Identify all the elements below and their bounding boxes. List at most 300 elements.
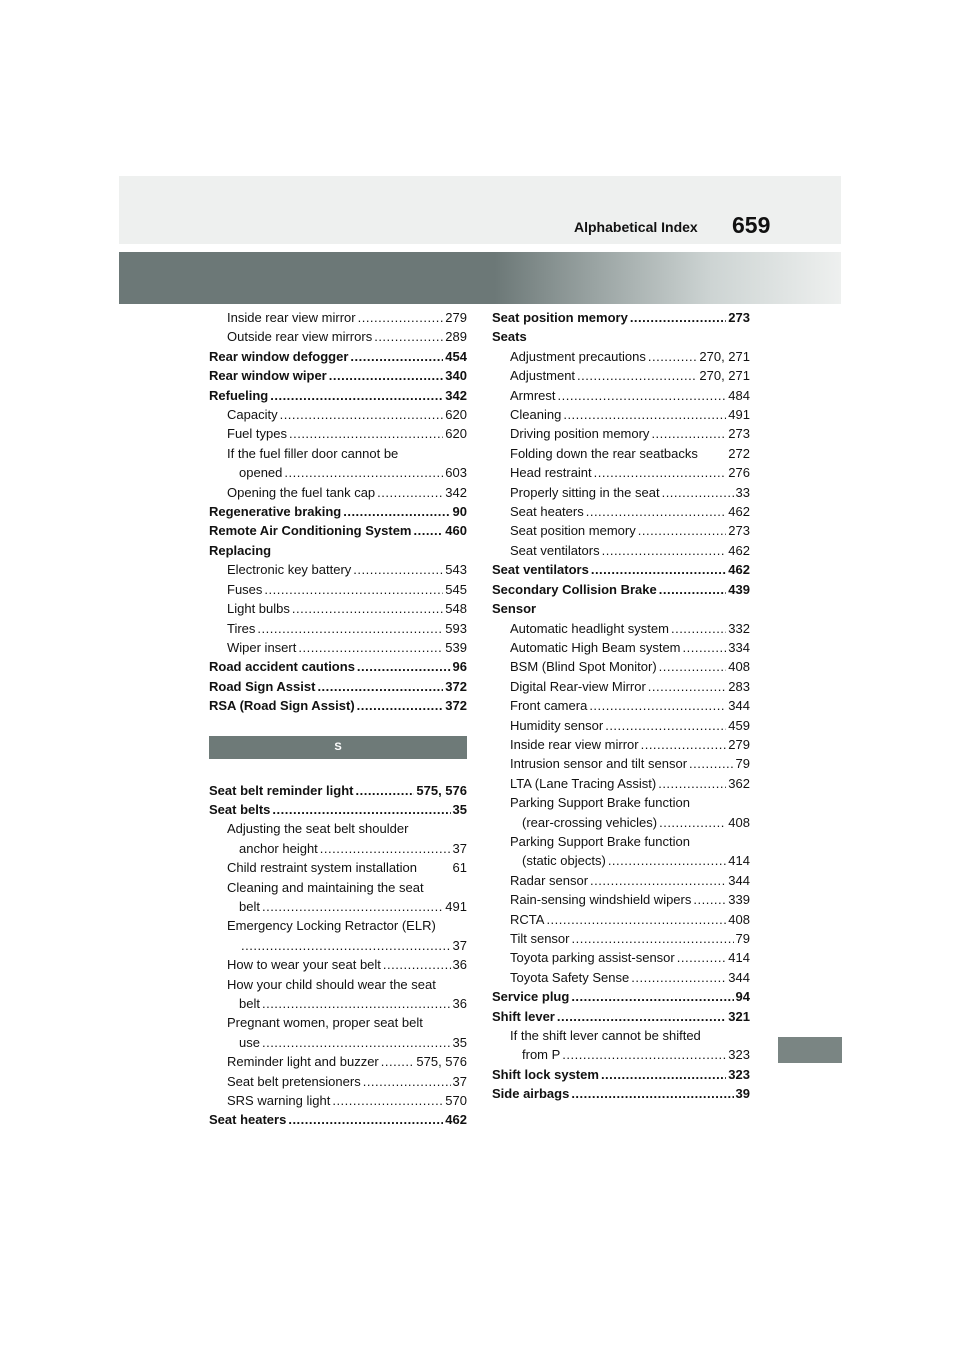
index-entry-page: 273 — [728, 426, 750, 442]
index-entry — [209, 541, 467, 560]
index-entry-page: 462 — [445, 1112, 467, 1128]
dot-leader — [662, 483, 734, 502]
index-entry-term: Service plug — [492, 989, 570, 1005]
index-entry-term: Adjustment — [510, 368, 576, 384]
index-entry — [492, 619, 750, 638]
index-entry-page: 39 — [735, 1086, 750, 1102]
dot-leader — [648, 677, 727, 696]
index-entry — [209, 696, 467, 715]
index-entry-page: 279 — [445, 310, 467, 325]
index-entry — [492, 851, 750, 870]
index-entry — [209, 1110, 467, 1129]
index-entry — [209, 619, 467, 638]
index-entry-term: anchor height — [239, 840, 318, 856]
index-entry — [209, 347, 467, 366]
index-entry — [209, 405, 467, 424]
index-entry-page: 272 — [728, 445, 750, 461]
index-column-left — [209, 308, 467, 1130]
index-entry-page: 484 — [728, 387, 750, 403]
dot-leader — [332, 1091, 443, 1110]
index-entry — [492, 580, 750, 599]
dot-leader — [689, 754, 733, 773]
letter-header-s: S — [209, 736, 467, 759]
index-entry-term: Road Sign Assist — [209, 678, 316, 694]
index-entry-term: Seat ventilators — [510, 542, 600, 558]
dot-leader — [350, 347, 443, 366]
index-entry-page: 491 — [445, 898, 467, 914]
index-entry-term: Seat belts — [209, 801, 271, 817]
index-entry — [492, 754, 750, 773]
dot-leader — [343, 502, 450, 521]
dot-leader — [648, 347, 698, 366]
index-entry-page: 33 — [735, 484, 750, 500]
index-entry-term: Secondary Collision Brake — [492, 581, 657, 597]
index-entry — [209, 916, 467, 935]
dot-leader — [353, 560, 443, 579]
index-entry-term: LTA (Lane Tracing Assist) — [510, 775, 657, 791]
dot-leader — [586, 502, 727, 521]
index-entry-term: Seat ventilators — [492, 562, 589, 578]
index-entry-page: 37 — [452, 937, 467, 953]
index-entry-page: 79 — [735, 756, 750, 772]
index-entry-term: Seat heaters — [510, 504, 584, 520]
index-entry — [209, 781, 467, 800]
index-entry — [209, 327, 467, 346]
index-entry — [209, 657, 467, 676]
index-entry-term: BSM (Blind Spot Monitor) — [510, 659, 657, 675]
dot-leader — [383, 955, 451, 974]
index-entry — [209, 521, 467, 540]
index-entry-page: 273 — [728, 310, 750, 325]
dot-leader — [590, 871, 726, 890]
index-entry-term: Automatic High Beam system — [510, 639, 681, 655]
index-entry-term: Adjustment precautions — [510, 348, 646, 364]
index-entry — [492, 813, 750, 832]
index-entry-term: Seat belt reminder light — [209, 782, 354, 798]
dot-leader — [562, 1045, 726, 1064]
index-entry — [492, 657, 750, 676]
dot-leader — [594, 463, 727, 482]
dot-leader — [363, 1072, 451, 1091]
index-entry — [492, 793, 750, 812]
index-entry-page: 462 — [728, 562, 750, 578]
index-entry — [209, 502, 467, 521]
index-entry — [209, 366, 467, 385]
dot-leader — [601, 1065, 726, 1084]
index-entry-term: opened — [239, 465, 283, 481]
dot-leader — [262, 897, 443, 916]
dot-leader — [381, 1052, 415, 1071]
index-entry-page: 344 — [728, 872, 750, 888]
dot-leader — [320, 839, 451, 858]
index-entry-page: 462 — [728, 542, 750, 558]
chapter-tab-marker — [778, 1037, 842, 1063]
index-entry-term: Automatic headlight system — [510, 620, 669, 636]
dot-leader — [298, 638, 443, 657]
index-entry-term: Inside rear view mirror — [227, 310, 356, 325]
index-entry-page: 321 — [728, 1008, 750, 1024]
index-entry-term: Rain-sensing windshield wipers — [510, 892, 692, 908]
index-entry-page: 323 — [728, 1047, 750, 1063]
dot-leader — [659, 657, 727, 676]
index-entry-term: Toyota Safety Sense — [510, 969, 630, 985]
index-entry — [492, 1026, 750, 1045]
index-entry — [209, 994, 467, 1013]
dot-leader — [608, 851, 726, 870]
index-entry-term: Fuses — [227, 581, 263, 597]
index-entry-page: 37 — [452, 1073, 467, 1089]
dot-leader — [589, 696, 726, 715]
index-entry-term: (static objects) — [522, 853, 606, 869]
dot-leader — [241, 936, 451, 955]
index-entry-term: Electronic key battery — [227, 562, 352, 578]
dot-leader — [659, 580, 727, 599]
index-entry — [209, 1052, 467, 1071]
index-entry — [209, 580, 467, 599]
index-entry-term: Cleaning and maintaining the seat — [227, 879, 424, 895]
index-entry-term: Armrest — [510, 387, 556, 403]
index-entry-page: 79 — [735, 931, 750, 946]
dot-leader — [317, 677, 443, 696]
index-entry-term: Side airbags — [492, 1086, 570, 1102]
index-entry — [209, 819, 467, 838]
index-entry — [209, 858, 467, 877]
dot-leader — [374, 327, 443, 346]
index-entry-page: 283 — [728, 678, 750, 694]
index-entry — [209, 638, 467, 657]
index-entry-page: 334 — [728, 639, 750, 655]
index-entry-term: Wiper insert — [227, 639, 297, 655]
index-entry-term: Front camera — [510, 698, 588, 714]
index-entry — [209, 560, 467, 579]
dot-leader — [357, 696, 444, 715]
index-entry-page: 340 — [445, 368, 467, 384]
index-entry — [492, 696, 750, 715]
index-entry — [492, 424, 750, 443]
dot-leader — [280, 405, 444, 424]
index-entry-page: 342 — [445, 484, 467, 500]
index-entry — [492, 1065, 750, 1084]
index-entry — [492, 677, 750, 696]
index-entry-page: 491 — [728, 407, 750, 423]
dot-leader — [591, 560, 726, 579]
index-entry-term: Driving position memory — [510, 426, 650, 442]
index-entry-term: Tilt sensor — [510, 931, 570, 946]
index-entry — [492, 871, 750, 890]
dot-leader — [659, 813, 726, 832]
dot-leader — [638, 521, 727, 540]
dot-leader — [693, 890, 726, 909]
index-entry — [209, 897, 467, 916]
dot-leader — [284, 463, 443, 482]
index-entry-term: Folding down the rear seatbacks — [510, 445, 698, 461]
index-entry-page: 372 — [445, 698, 467, 714]
section-title: Alphabetical Index — [574, 219, 698, 235]
index-entry-page: 276 — [728, 465, 750, 481]
index-entry — [492, 405, 750, 424]
dot-leader — [630, 308, 726, 327]
index-entry — [492, 1045, 750, 1064]
index-entry-page: 439 — [728, 581, 750, 597]
index-entry — [209, 936, 467, 955]
dot-leader — [563, 405, 726, 424]
index-entry — [209, 677, 467, 696]
index-entry-term: Reminder light and buzzer — [227, 1054, 379, 1070]
index-entry — [492, 502, 750, 521]
index-entry — [209, 386, 467, 405]
dot-leader — [262, 1033, 451, 1052]
dot-leader — [288, 1110, 443, 1129]
index-entry — [492, 968, 750, 987]
index-entry-term: Road accident cautions — [209, 659, 355, 675]
index-entry-page: 37 — [452, 840, 467, 856]
index-entry-page: 539 — [445, 639, 467, 655]
index-entry-page: 35 — [452, 1034, 467, 1050]
index-entry-page: 339 — [728, 892, 750, 908]
index-entry-page: 414 — [728, 853, 750, 869]
dot-leader — [557, 1007, 726, 1026]
index-entry — [492, 560, 750, 579]
dot-leader — [292, 599, 443, 618]
index-entry — [492, 483, 750, 502]
index-entry-page: 342 — [445, 387, 467, 403]
index-entry — [492, 890, 750, 909]
index-entry-term: Rear window defogger — [209, 348, 349, 364]
index-entry-page: 454 — [445, 348, 467, 364]
dot-leader — [257, 619, 443, 638]
index-entry — [492, 541, 750, 560]
index-entry-page: 270, 271 — [699, 348, 750, 364]
index-entry — [209, 1033, 467, 1052]
dot-leader — [651, 424, 726, 443]
index-entry-page: 35 — [452, 801, 467, 817]
index-entry-term: Seat heaters — [209, 1112, 287, 1128]
index-entry-page: 61 — [452, 860, 467, 876]
dot-leader — [270, 386, 443, 405]
index-entry-term: Seat position memory — [492, 310, 628, 325]
index-entry — [209, 463, 467, 482]
index-entry-term: Inside rear view mirror — [510, 736, 639, 752]
index-entry-term: How to wear your seat belt — [227, 957, 381, 973]
dot-leader — [289, 424, 443, 443]
dot-leader — [605, 716, 726, 735]
index-entry-term: How your child should wear the seat — [227, 976, 436, 992]
index-entry-page: 36 — [452, 957, 467, 973]
dot-leader — [571, 987, 733, 1006]
index-entry-term: Light bulbs — [227, 601, 290, 617]
dot-leader — [358, 308, 444, 327]
index-entry-term: Humidity sensor — [510, 717, 604, 733]
index-entry-page: 408 — [728, 911, 750, 927]
header-gradient-bar — [119, 252, 841, 304]
index-entry-term: If the shift lever cannot be shifted — [510, 1028, 701, 1044]
index-entry-page: 323 — [728, 1066, 750, 1082]
index-entry-term: Digital Rear-view Mirror — [510, 678, 646, 694]
index-entry-page: 408 — [728, 814, 750, 830]
index-entry-page: 96 — [452, 659, 467, 675]
dot-leader — [357, 657, 451, 676]
dot-leader — [413, 521, 443, 540]
dot-leader — [262, 994, 451, 1013]
dot-leader — [683, 638, 727, 657]
index-entry-term: Opening the fuel tank cap — [227, 484, 376, 500]
index-entry-page: 462 — [728, 504, 750, 520]
index-entry — [492, 521, 750, 540]
index-entry-term: belt — [239, 898, 260, 914]
index-entry — [492, 774, 750, 793]
index-entry-term: Head restraint — [510, 465, 592, 481]
index-entry-page: 575, 576 — [416, 1054, 467, 1070]
index-entry-term: Pregnant women, proper seat belt — [227, 1015, 423, 1031]
index-entry-page: 548 — [445, 601, 467, 617]
dot-leader — [671, 619, 726, 638]
index-entry-term: Shift lever — [492, 1008, 555, 1024]
index-entry — [492, 716, 750, 735]
index-list-s-entries — [209, 781, 467, 1130]
index-entry-term: Seats — [492, 329, 527, 345]
index-entry-term: Properly sitting in the seat — [510, 484, 660, 500]
index-entry-page: 362 — [728, 775, 750, 791]
index-entry — [492, 638, 750, 657]
index-entry — [209, 483, 467, 502]
index-entry-page: 414 — [728, 950, 750, 966]
dot-leader — [264, 580, 443, 599]
index-entry-page: 36 — [452, 996, 467, 1011]
index-entry-term: SRS warning light — [227, 1093, 331, 1109]
index-entry-term: Replacing — [209, 542, 272, 558]
index-entry-term: from P — [522, 1047, 561, 1063]
index-entry-term: Seat position memory — [510, 523, 636, 539]
index-entry-term: Sensor — [492, 601, 537, 617]
index-entry — [209, 878, 467, 897]
index-entry-page: 570 — [445, 1093, 467, 1109]
index-entry-term: Cleaning — [510, 407, 562, 423]
index-entry — [492, 929, 750, 948]
index-entry — [209, 424, 467, 443]
dot-leader — [641, 735, 727, 754]
index-entry — [492, 386, 750, 405]
index-entry-term: Shift lock system — [492, 1066, 599, 1082]
index-list-r-entries — [209, 308, 467, 716]
index-entry-term: Tires — [227, 620, 256, 636]
index-entry-page: 270, 271 — [699, 368, 750, 384]
index-column-right — [492, 308, 750, 1104]
dot-leader — [571, 1084, 733, 1103]
index-entry — [492, 463, 750, 482]
dot-leader — [329, 366, 444, 385]
index-entry — [492, 1007, 750, 1026]
index-entry-term: Toyota parking assist-sensor — [510, 950, 675, 966]
index-entry-term: belt — [239, 996, 260, 1011]
index-entry-page: 460 — [445, 523, 467, 539]
dot-leader — [658, 774, 726, 793]
dot-leader — [558, 386, 727, 405]
index-entry — [492, 347, 750, 366]
index-entry-term: Capacity — [227, 407, 278, 423]
index-entry-term: Fuel types — [227, 426, 287, 442]
index-entry — [492, 735, 750, 754]
index-entry — [209, 1072, 467, 1091]
dot-leader — [571, 929, 733, 948]
dot-leader — [272, 800, 450, 819]
index-list-s-entries-continued — [492, 308, 750, 1104]
page-number: 659 — [732, 212, 771, 238]
dot-leader — [602, 541, 727, 560]
dot-leader — [577, 366, 697, 385]
index-entry — [492, 308, 750, 327]
index-entry-page: 459 — [728, 717, 750, 733]
index-entry-page: 372 — [445, 678, 467, 694]
index-entry-page: 94 — [735, 989, 750, 1005]
index-entry-page: 543 — [445, 562, 467, 578]
index-entry — [492, 948, 750, 967]
index-entry — [492, 832, 750, 851]
index-entry-page: 408 — [728, 659, 750, 675]
index-entry — [492, 1084, 750, 1103]
index-entry — [492, 366, 750, 385]
index-entry — [209, 599, 467, 618]
index-entry — [209, 444, 467, 463]
index-entry-term: If the fuel filler door cannot be — [227, 445, 399, 461]
dot-leader — [677, 948, 727, 967]
dot-leader — [631, 968, 726, 987]
index-entry — [209, 839, 467, 858]
index-entry — [492, 987, 750, 1006]
index-entry-page: 344 — [728, 698, 750, 714]
index-entry-page: 90 — [452, 504, 467, 520]
index-entry-term: Remote Air Conditioning System — [209, 523, 412, 539]
index-entry-term: RCTA — [510, 911, 545, 927]
index-entry-term: Rear window wiper — [209, 368, 327, 384]
index-entry-page: 575, 576 — [416, 782, 467, 798]
index-entry-page: 603 — [445, 465, 467, 481]
index-entry-page: 620 — [445, 407, 467, 423]
index-entry-term: Seat belt pretensioners — [227, 1073, 361, 1089]
index-entry-term: Intrusion sensor and tilt sensor — [510, 756, 688, 772]
dot-leader — [546, 910, 726, 929]
index-entry-page: 289 — [445, 329, 467, 345]
index-entry-term: Outside rear view mirrors — [227, 329, 373, 345]
index-entry-page: 273 — [728, 523, 750, 539]
index-entry — [492, 444, 750, 463]
index-entry — [492, 599, 750, 618]
index-entry-term: Radar sensor — [510, 872, 589, 888]
dot-leader — [355, 781, 414, 800]
index-entry-page: 620 — [445, 426, 467, 442]
index-entry-term: Child restraint system installation — [227, 860, 418, 876]
index-entry — [209, 1013, 467, 1032]
index-entry-term: RSA (Road Sign Assist) — [209, 698, 355, 714]
index-entry — [492, 327, 750, 346]
index-entry-term: Emergency Locking Retractor (ELR) — [227, 918, 436, 934]
index-entry — [209, 975, 467, 994]
index-entry-term: Regenerative braking — [209, 504, 342, 520]
index-entry — [492, 910, 750, 929]
index-entry-term: use — [239, 1034, 260, 1050]
index-entry-page: 545 — [445, 581, 467, 597]
index-entry-term: Refueling — [209, 387, 269, 403]
index-entry-page: 332 — [728, 620, 750, 636]
index-entry — [209, 955, 467, 974]
index-entry — [209, 1091, 467, 1110]
index-entry — [209, 308, 467, 327]
index-entry-term: Parking Support Brake function — [510, 833, 690, 849]
index-entry-page: 344 — [728, 969, 750, 985]
index-entry-term: Adjusting the seat belt shoulder — [227, 821, 409, 837]
index-entry-page: 279 — [728, 736, 750, 752]
index-entry-term: Parking Support Brake function — [510, 795, 690, 811]
index-entry-term: (rear-crossing vehicles) — [522, 814, 658, 830]
